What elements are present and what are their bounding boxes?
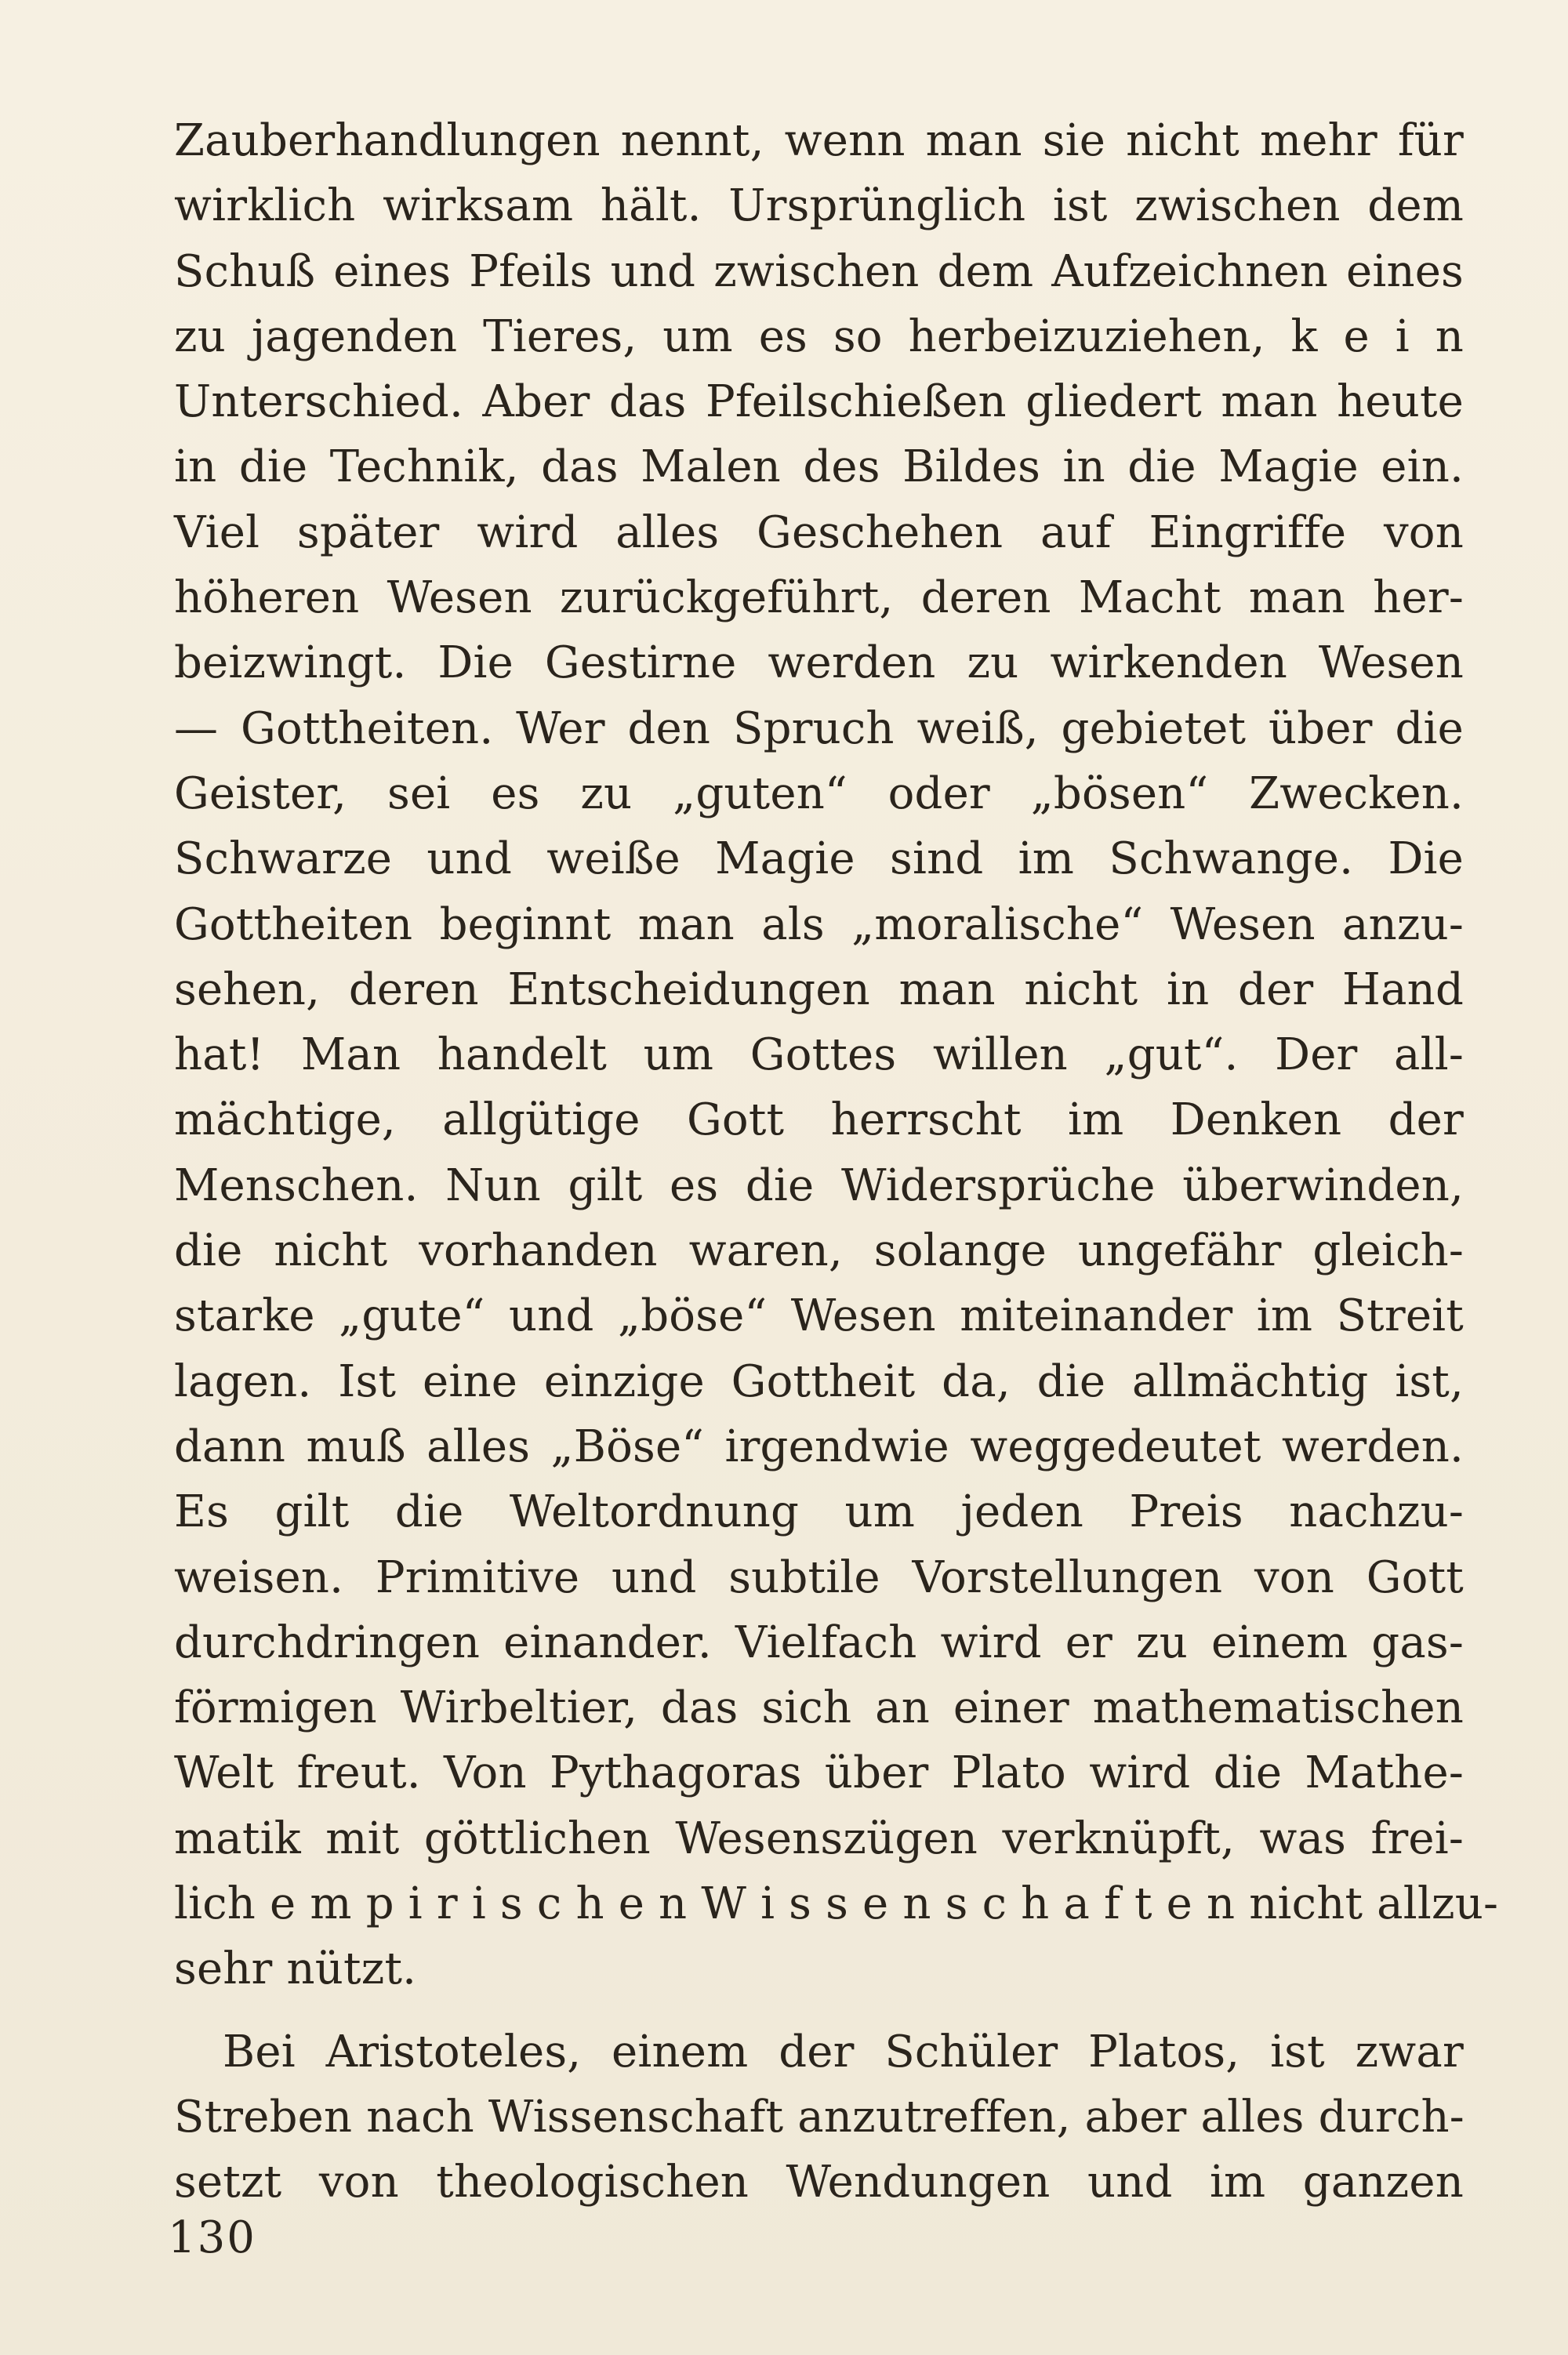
body-text: [174, 108, 1499, 2215]
text-line: wirklich wirksam hält. Ursprünglich ist zwischen dem: [174, 180, 1464, 232]
paragraph-break: [174, 2002, 1464, 2019]
text-line: Gottheiten beginnt man als „moralische“ Wesen anzu-: [174, 898, 1464, 950]
text-line: lagen. Ist eine einzige Gottheit da, die allmächtig ist,: [174, 1355, 1464, 1407]
text-line: — Gottheiten. Wer den Spruch weiß, gebietet über die: [174, 702, 1464, 754]
text-line: sehr nützt.: [174, 1943, 417, 1995]
text-line: dann muß alles „Böse“ irgendwie weggedeutet werden.: [174, 1421, 1464, 1472]
text-line: Geister, sei es zu „guten“ oder „bösen“ Zwecken.: [174, 767, 1464, 819]
text-line: lich e m p i r i s c h e n W i s s e n s c h a f t e n nicht allzu-: [174, 1878, 1499, 1930]
show-through-text: [619, 2210, 1482, 2261]
text-line: matik mit göttlichen Wesenszügen verknüpft, was frei-: [174, 1813, 1464, 1864]
text-line: Zauberhandlungen nennt, wenn man sie nicht mehr für: [174, 115, 1464, 166]
text-line: sehen, deren Entscheidungen man nicht in der Hand: [174, 963, 1464, 1015]
text-line: zu jagenden Tieres, um es so herbeizuziehen, k e i n: [174, 310, 1464, 362]
text-line: mächtige, allgütige Gott herrscht im Denken der: [174, 1094, 1464, 1146]
text-line: Streben nach Wissenschaft anzutreffen, aber alles durch-: [174, 2091, 1465, 2143]
text-line: Unterschied. Aber das Pfeilschießen gliedert man heute: [174, 376, 1464, 428]
page-number: 130: [168, 2212, 256, 2263]
text-line: förmigen Wirbeltier, das sich an einer mathematischen: [174, 1682, 1464, 1734]
text-line: durchdringen einander. Vielfach wird er zu einem gas-: [174, 1617, 1464, 1668]
text-line: höheren Wesen zurückgeführt, deren Macht man her-: [174, 572, 1464, 624]
text-line: hat! Man handelt um Gottes willen „gut“. Der all-: [174, 1029, 1464, 1081]
text-line: die nicht vorhanden waren, solange ungefähr gleich-: [174, 1225, 1464, 1277]
text-line: Bei Aristoteles, einem der Schüler Platos, ist zwar: [223, 2026, 1464, 2077]
text-line: Menschen. Nun gilt es die Widersprüche überwinden,: [174, 1159, 1464, 1211]
text-line: Welt freut. Von Pythagoras über Plato wird die Mathe-: [174, 1747, 1464, 1799]
text-line: beizwingt. Die Gestirne werden zu wirkenden Wesen: [174, 637, 1464, 689]
text-line: weisen. Primitive und subtile Vorstellungen von Gott: [174, 1551, 1464, 1603]
text-line: Schuß eines Pfeils und zwischen dem Aufzeichnen eines: [174, 245, 1464, 297]
text-line: in die Technik, das Malen des Bildes in die Magie ein.: [174, 441, 1464, 493]
text-line: Viel später wird alles Geschehen auf Eingriffe von: [174, 506, 1464, 558]
text-line: starke „gute“ und „böse“ Wesen miteinander im Streit: [174, 1290, 1464, 1342]
text-line: setzt von theologischen Wendungen und im ganzen: [174, 2157, 1464, 2208]
text-line: Schwarze und weiße Magie sind im Schwange. Die: [174, 833, 1464, 885]
text-line: Es gilt die Weltordnung um jeden Preis nachzu-: [174, 1486, 1464, 1538]
